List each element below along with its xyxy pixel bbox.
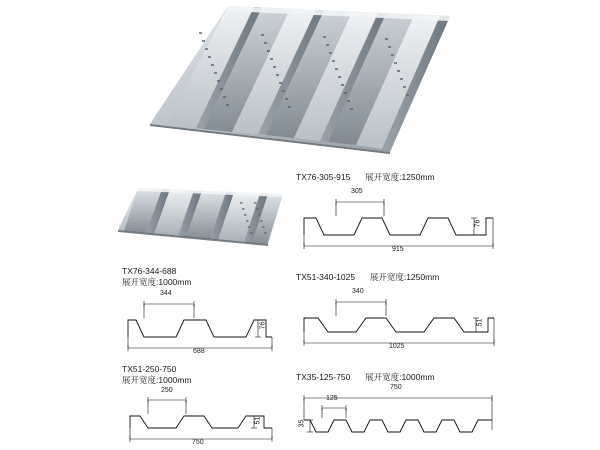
dim-pitch-tx76-344-688: 344 — [160, 290, 172, 297]
profile-label-tx51-340-1025: TX51-340-1025 展开宽度:1250mm — [296, 272, 440, 282]
profile-drawing-tx76-305-915 — [296, 190, 501, 252]
dim-width-tx35-125-750: 750 — [390, 384, 402, 391]
dim-pitch-tx35-125-750: 125 — [326, 395, 338, 402]
profile-drawing-tx51-340-1025 — [296, 290, 501, 350]
dim-pitch-tx51-250-750: 250 — [161, 387, 173, 394]
mid-deck-photo — [118, 186, 283, 248]
dim-height-tx51-340-1025: 51 — [476, 318, 484, 327]
top-deck-photo — [150, 4, 450, 154]
profile-label-tx76-305-915: TX76-305-915 展开宽度:1250mm — [296, 172, 435, 182]
dim-height-tx76-305-915: 76 — [474, 219, 482, 228]
dim-width-tx76-344-688: 688 — [193, 348, 205, 355]
dim-width-tx51-340-1025: 1025 — [389, 343, 405, 350]
profile-label-tx51-250-750: TX51-250-750 展开宽度:1000mm — [122, 364, 192, 385]
dim-width-tx51-250-750: 750 — [192, 439, 204, 446]
profile-drawing-tx51-250-750 — [122, 387, 282, 446]
dim-pitch-tx76-305-915: 305 — [351, 188, 363, 195]
dim-height-tx76-344-688: 76 — [259, 321, 267, 330]
dim-width-tx76-305-915: 915 — [392, 246, 404, 253]
profile-drawing-tx76-344-688 — [122, 292, 282, 354]
profile-label-tx35-125-750: TX35-125-750 展开宽度:1000mm — [296, 372, 435, 382]
profile-label-tx76-344-688: TX76-344-688 展开宽度:1000mm — [122, 266, 192, 287]
dim-pitch-tx51-340-1025: 340 — [352, 288, 364, 295]
dim-height-tx35-125-750: 35 — [298, 419, 306, 428]
profile-drawing-tx35-125-750 — [296, 384, 501, 446]
dim-height-tx51-250-750: 51 — [254, 416, 262, 425]
